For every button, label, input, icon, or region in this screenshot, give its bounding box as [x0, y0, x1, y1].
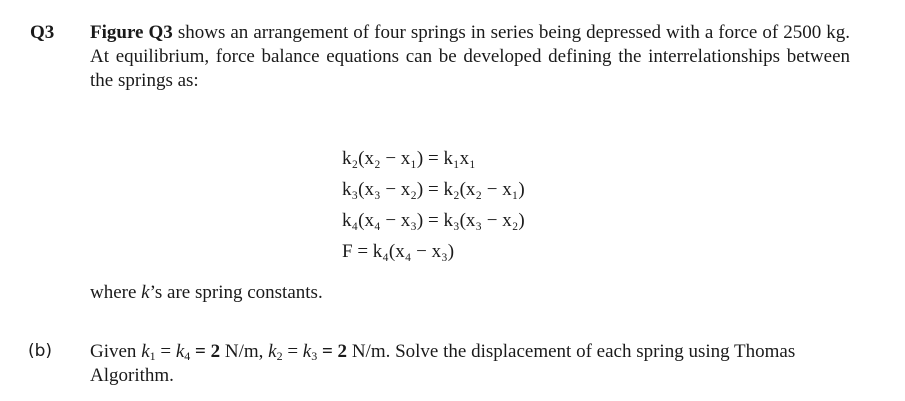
equation-1: k₂(x₂ − x₁) = k₁x₁: [342, 148, 476, 169]
unit-1: N/m,: [220, 341, 269, 362]
figure-reference: Figure Q3: [90, 22, 173, 43]
k4-subscript: 4: [184, 349, 191, 363]
unit-2: N/m. Solve the displacement of each spring using Thomas Algorithm.: [90, 341, 796, 386]
value-2: = 2: [317, 341, 348, 362]
where-prefix: where: [90, 282, 142, 303]
where-note: [90, 282, 323, 304]
where-suffix: ’s are spring constants.: [149, 282, 323, 303]
question-intro: [90, 21, 850, 93]
equation-2: k₃(x₃ − x₂) = k₂(x₂ − x₁): [342, 179, 525, 200]
k2-subscript: 2: [276, 349, 283, 363]
part-b-text: [90, 340, 870, 388]
equals-2: =: [282, 341, 303, 362]
k4-symbol: k: [175, 341, 185, 362]
equation-block: [342, 143, 525, 267]
part-b-given: Given: [90, 341, 142, 362]
part-b-label: (b): [28, 341, 53, 361]
equation-4: F = k₄(x₄ − x₃): [342, 241, 455, 262]
value-1: = 2: [190, 341, 221, 362]
k1-subscript: 1: [149, 349, 156, 363]
equals-1: =: [155, 341, 176, 362]
k3-symbol: k: [302, 341, 312, 362]
k3-subscript: 3: [311, 349, 318, 363]
where-k: k: [141, 282, 150, 303]
k2-symbol: k: [268, 341, 277, 362]
k1-symbol: k: [141, 341, 150, 362]
question-number: Q3: [30, 22, 55, 43]
equation-3: k₄(x₄ − x₃) = k₃(x₃ − x₂): [342, 210, 525, 231]
intro-text: shows an arrangement of four springs in series being depressed with a force of 2500 kg. At equilibrium, force balance equations can be developed defining the interrelationships between the springs as:: [90, 22, 850, 91]
